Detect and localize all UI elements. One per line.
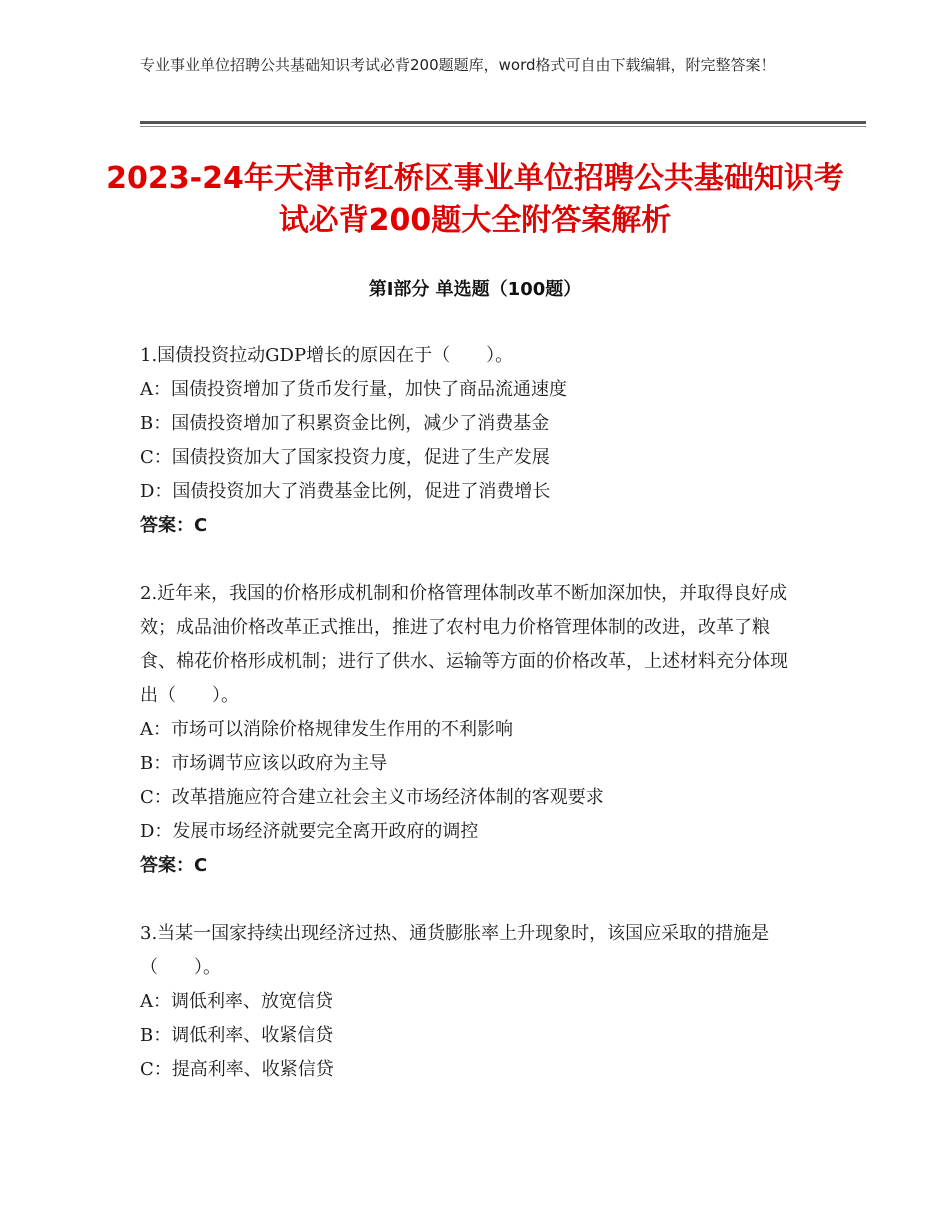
question-stem: 2.近年来，我国的价格形成机制和价格管理体制改革不断加深加快，并取得良好成效；成品油价格改革正式推出，推进了农村电力价格管理体制的改进，改革了粮食、棉花价格形成机制；进行了供水、运输等方面的价格改革，上述材料充分体现出（ ）。 — [140, 583, 788, 706]
answer: 答案：C — [140, 515, 208, 536]
question-stem: 3.当某一国家持续出现经济过热、通货膨胀率上升现象时，该国应采取的措施是（ ）。 — [140, 923, 770, 978]
option-b: B：调低利率、收紧信贷 — [140, 1025, 334, 1046]
question-3 — [140, 917, 800, 1087]
section-heading: 第Ⅰ部分 单选题（100题） — [368, 279, 582, 300]
option-d: D：国债投资加大了消费基金比例，促进了消费增长 — [140, 481, 551, 502]
option-c: C：国债投资加大了国家投资力度，促进了生产发展 — [140, 447, 550, 468]
header-divider-thin — [140, 126, 866, 127]
question-2 — [140, 577, 800, 883]
answer: 答案：C — [140, 855, 208, 876]
header-note: 专业事业单位招聘公共基础知识考试必背200题题库，word格式可自由下载编辑，附完整答案！ — [140, 56, 776, 74]
option-b: B：市场调节应该以政府为主导 — [140, 753, 388, 774]
question-stem: 1.国债投资拉动GDP增长的原因在于（ ）。 — [140, 345, 514, 366]
question-list — [140, 339, 800, 1121]
question-1 — [140, 339, 800, 543]
header-divider — [140, 121, 866, 124]
document-title: 2023-24年天津市红桥区事业单位招聘公共基础知识考试必背200题大全附答案解析 — [106, 161, 844, 238]
option-a: A：市场可以消除价格规律发生作用的不利影响 — [140, 719, 513, 740]
option-a: A：调低利率、放宽信贷 — [140, 991, 333, 1012]
option-c: C：提高利率、收紧信贷 — [140, 1059, 334, 1080]
option-a: A：国债投资增加了货币发行量，加快了商品流通速度 — [140, 379, 567, 400]
option-c: C：改革措施应符合建立社会主义市场经济体制的客观要求 — [140, 787, 604, 808]
option-b: B：国债投资增加了积累资金比例，减少了消费基金 — [140, 413, 550, 434]
option-d: D：发展市场经济就要完全离开政府的调控 — [140, 821, 479, 842]
